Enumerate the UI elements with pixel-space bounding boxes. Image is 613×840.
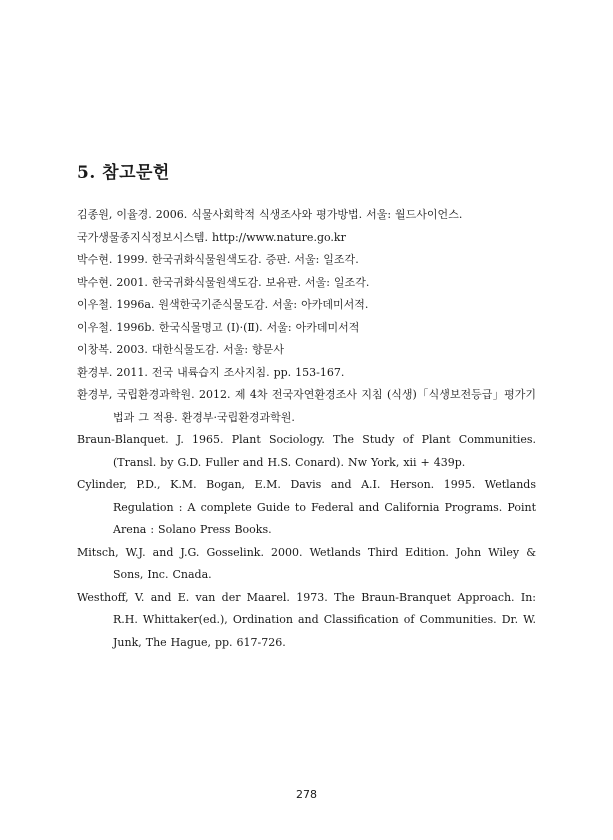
reference-item: 환경부, 국립환경과학원. 2012. 제 4차 전국자연환경조사 지침 (식생)「식생보전등급」평가기법과 그 적용. 환경부·국립환경과학원. bbox=[77, 388, 536, 424]
reference-item: 김종원, 이율경. 2006. 식물사회학적 식생조사와 평가방법. 서울: 월드사이언스. bbox=[77, 208, 463, 221]
reference-item: 이창복. 2003. 대한식물도감. 서울: 향문사 bbox=[77, 343, 284, 356]
reference-item: 이우철. 1996b. 한국식물명고 (Ⅰ)·(Ⅱ). 서울: 아카데미서적 bbox=[77, 320, 360, 334]
reference-item: 박수현. 1999. 한국귀화식물원색도감. 증판. 서울: 일조각. bbox=[77, 253, 359, 266]
reference-item: 이우철. 1996a. 원색한국기준식물도감. 서울: 아카데미서적. bbox=[77, 298, 369, 311]
reference-item: Westhoff, V. and E. van der Maarel. 1973. The Braun-Branquet Approach. In: R.H. Whittaker(ed.), Ordination and Classification of Communities. Dr. W. Junk, The Hague, pp. 617-726. bbox=[77, 590, 536, 649]
reference-item: 국가생물종지식정보시스템. http://www.nature.go.kr bbox=[77, 230, 346, 244]
page-number: 278 bbox=[296, 788, 317, 801]
reference-list bbox=[77, 204, 536, 654]
reference-item: 환경부. 2011. 전국 내륙습지 조사지침. pp. 153-167. bbox=[77, 365, 345, 379]
reference-item: 박수현. 2001. 한국귀화식물원색도감. 보유판. 서울: 일조각. bbox=[77, 275, 370, 289]
section-title: 5. 참고문헌 bbox=[77, 163, 170, 183]
reference-item: Mitsch, W.J. and J.G. Gosselink. 2000. Wetlands Third Edition. John Wiley & Sons, Inc. Cnada. bbox=[77, 545, 536, 581]
reference-item: Cylinder, P.D., K.M. Bogan, E.M. Davis and A.I. Herson. 1995. Wetlands Regulation : A complete Guide to Federal and California Programs. Point Arena : Solano Press Books. bbox=[77, 478, 536, 536]
reference-item: Braun-Blanquet. J. 1965. Plant Sociology. The Study of Plant Communities. (Transl. by G.D. Fuller and H.S. Conard). Nw York, xii + 439p. bbox=[77, 433, 536, 469]
